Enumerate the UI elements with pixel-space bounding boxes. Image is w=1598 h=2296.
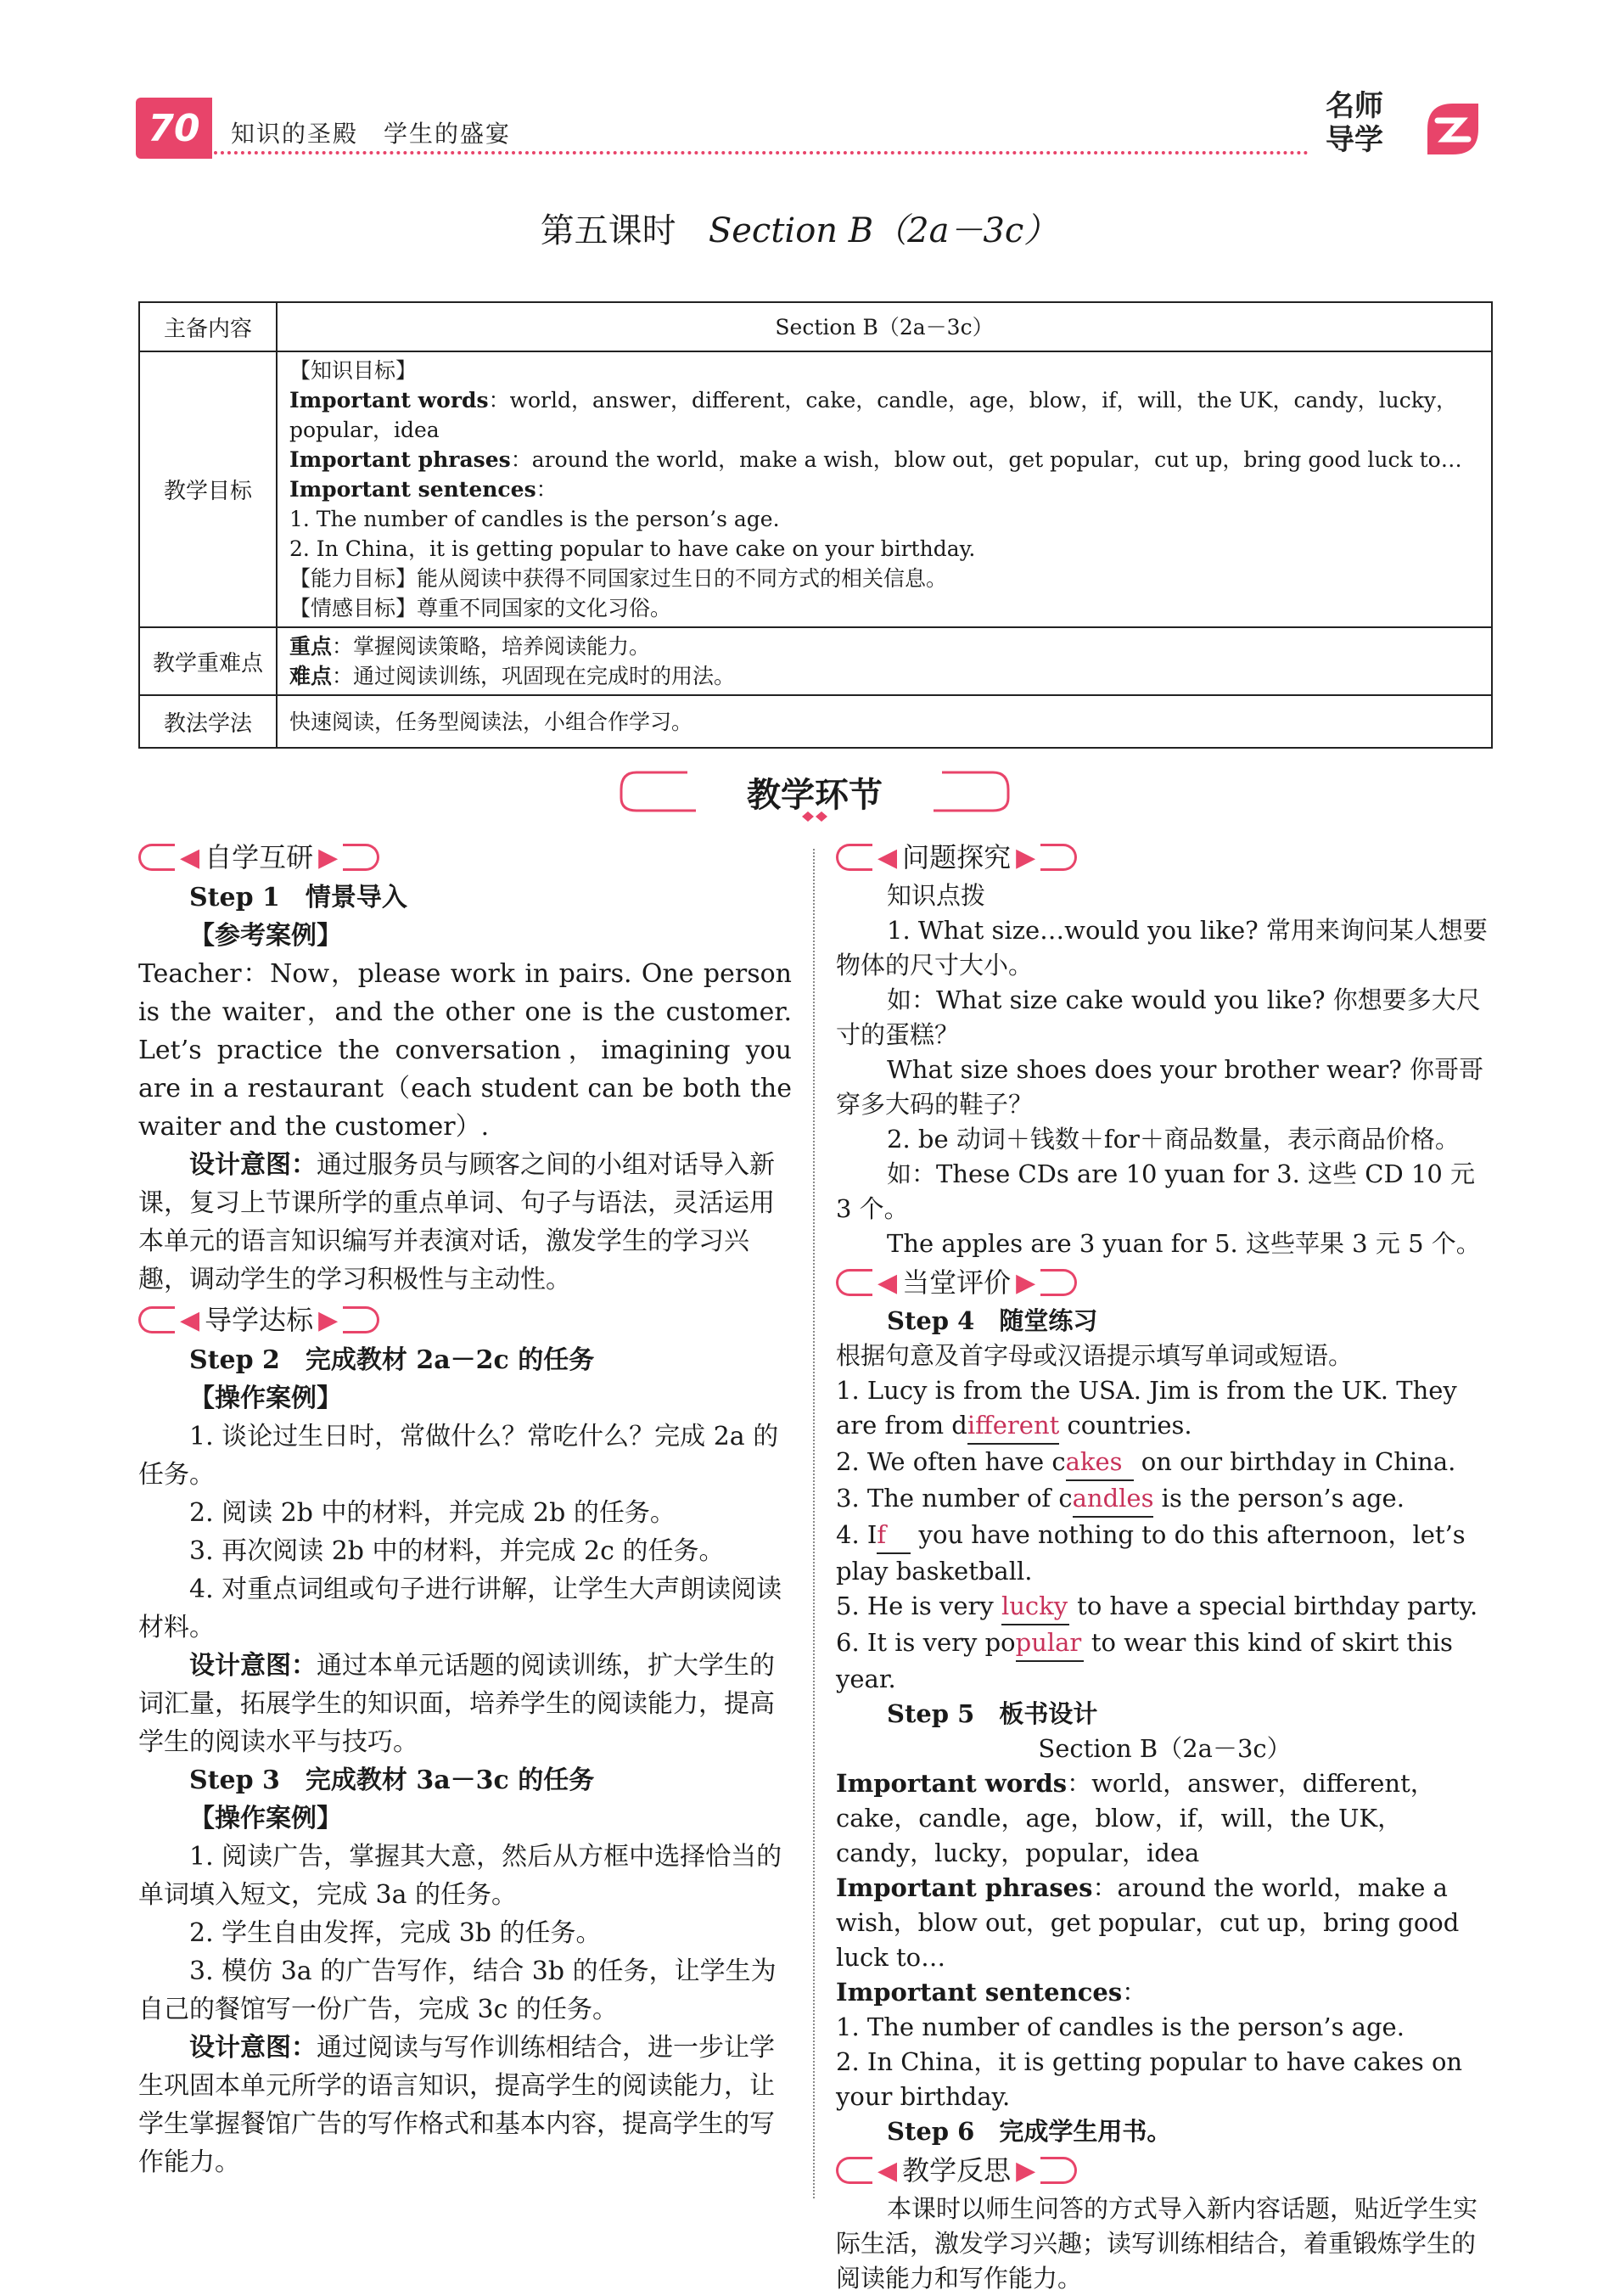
brand-logo-icon xyxy=(1419,95,1487,163)
exercise-item xyxy=(836,1445,1494,1481)
tag-curve-right xyxy=(1040,2157,1077,2184)
lesson-title-en: Section B（2a－3c） xyxy=(708,211,1058,250)
tag-curve-right xyxy=(343,844,379,871)
brand-text xyxy=(1326,89,1383,157)
tag-inquiry xyxy=(836,836,1494,879)
key-label: 重点 xyxy=(289,634,333,659)
answer-blank: andles xyxy=(1073,1481,1154,1518)
design-label: 设计意图： xyxy=(189,1651,317,1681)
design-label: 设计意图： xyxy=(189,2033,317,2063)
board-phrases-label: Important phrases xyxy=(836,1873,1093,1902)
difficult-point xyxy=(289,661,1479,691)
tag-evaluation xyxy=(836,1261,1494,1304)
exercise-text: 4. I xyxy=(836,1520,877,1549)
answer-blank: lucky xyxy=(1001,1589,1069,1625)
kp-example: 如：These CDs are 10 yuan for 3. 这些 CD 10 元 3 个。 xyxy=(836,1159,1476,1223)
answer-blank: pular xyxy=(1016,1625,1084,1662)
table-cell: 快速阅读，任务型阅读法，小组合作学习。 xyxy=(277,695,1492,748)
table-row xyxy=(139,351,1492,627)
arrow-right-icon: ▶ xyxy=(1016,842,1036,873)
ability-goal: 【能力目标】能从阅读中获得不同国家过生日的不同方式的相关信息。 xyxy=(289,566,948,591)
sentences-colon: ： xyxy=(535,477,558,502)
exercise-item xyxy=(836,1625,1494,1697)
brand-line-2: 导学 xyxy=(1326,123,1383,157)
knowledge-points-title: 知识点拨 xyxy=(887,881,986,910)
case-label: 【操作案例】 xyxy=(189,1384,342,1413)
board-sentences xyxy=(836,1975,1494,2010)
step-2-item: 2. 阅读 2b 中的材料，并完成 2b 的任务。 xyxy=(189,1498,676,1528)
teacher-text: Teacher：Now，please work in pairs. One person is the waiter，and the other one is the customer. Let’s practice the conversation，imagining you are in a restaurant（each student can be both the waiter and the customer）. xyxy=(138,959,792,1142)
tag-label: 教学反思 xyxy=(902,2153,1012,2187)
step-2-item: 1. 谈论过生日时，常做什么？常吃什么？完成 2a 的任务。 xyxy=(138,1422,779,1490)
arrow-left-icon: ◀ xyxy=(877,2155,898,2186)
exercise-text: 2. We often have c xyxy=(836,1447,1066,1476)
tag-curve-left xyxy=(836,1269,872,1296)
sentences-line xyxy=(289,474,1479,504)
key-points-cell xyxy=(277,627,1492,695)
tag-curve-left xyxy=(138,1306,175,1333)
exercise-text: 5. He is very xyxy=(836,1591,1001,1620)
step-1-title: Step 1 情景导入 xyxy=(189,883,407,912)
table-head: 教法学法 xyxy=(139,695,277,748)
board-sentence-2: 2. In China，it is getting popular to have cakes on your birthday. xyxy=(836,2047,1463,2111)
page-number: 70 xyxy=(136,98,212,159)
knowledge-point-2: 2. be 动词＋钱数＋for＋商品数量，表示商品价格。 xyxy=(887,1125,1460,1154)
knowledge-goal-tag: 【知识目标】 xyxy=(289,358,418,383)
exercise-text: on our birthday in China. xyxy=(1133,1447,1456,1476)
exercise-text: is the person’s age. xyxy=(1153,1484,1405,1513)
step-2-item: 4. 对重点词组或句子进行讲解，让学生大声朗读阅读材料。 xyxy=(138,1575,782,1642)
exercise-text: you have nothing to do this afternoon，let’s play basketball. xyxy=(836,1520,1466,1586)
arrow-left-icon: ◀ xyxy=(180,842,200,873)
tag-curve-right xyxy=(1040,1269,1077,1296)
tag-label: 导学达标 xyxy=(205,1303,314,1336)
answer-blank: f xyxy=(877,1518,911,1554)
tag-label: 当堂评价 xyxy=(902,1266,1012,1299)
table-head: 教学目标 xyxy=(139,351,277,627)
exercise-text: countries. xyxy=(1059,1411,1192,1440)
teaching-goals-cell xyxy=(277,351,1492,627)
design-intent-2 xyxy=(138,1647,792,1761)
exercise-item xyxy=(836,1373,1494,1445)
board-words-label: Important words xyxy=(836,1769,1068,1798)
case-label: 【操作案例】 xyxy=(189,1804,342,1833)
column-divider xyxy=(813,849,815,2198)
board-phrases xyxy=(836,1871,1494,1975)
case-label: 【参考案例】 xyxy=(189,921,342,951)
step-2-item: 3. 再次阅读 2b 中的材料，并完成 2c 的任务。 xyxy=(189,1536,725,1566)
arrow-left-icon: ◀ xyxy=(877,1267,898,1298)
answer-blank: ifferent xyxy=(967,1408,1059,1445)
exercise-item xyxy=(836,1589,1494,1625)
board-phrases-text: ：around the world，make a wish，blow out，get popular，cut up，bring good luck to… xyxy=(836,1873,1460,1972)
tag-curve-right xyxy=(343,1306,379,1333)
table-head: 主备内容 xyxy=(139,302,277,351)
tag-reflection xyxy=(836,2149,1494,2192)
table-row xyxy=(139,302,1492,351)
step-3-item: 1. 阅读广告，掌握其大意，然后从方框中选择恰当的单词填入短文，完成 3a 的任务。 xyxy=(138,1842,782,1910)
lesson-title-cn: 第五课时 xyxy=(540,211,676,250)
step-5-title: Step 5 板书设计 xyxy=(887,1699,1098,1728)
board-sentence-1: 1. The number of candles is the person’s age. xyxy=(836,2013,1405,2041)
arrow-right-icon: ▶ xyxy=(1016,1267,1036,1298)
step-4-title: Step 4 随堂练习 xyxy=(887,1306,1098,1335)
step-3-title: Step 3 完成教材 3a－3c 的任务 xyxy=(189,1766,595,1795)
section-banner-title: 教学环节 xyxy=(747,776,883,815)
tag-guided xyxy=(138,1299,792,1341)
key-text: ：掌握阅读策略，培养阅读能力。 xyxy=(332,634,651,659)
table-head: 教学重难点 xyxy=(139,627,277,695)
kp-example: The apples are 3 yuan for 5. 这些苹果 3 元 5 个。 xyxy=(887,1229,1481,1258)
words-line xyxy=(289,385,1479,445)
lesson-title xyxy=(0,204,1598,252)
design-label: 设计意图： xyxy=(189,1150,317,1180)
words-text: ：world，answer，different，cake，candle，age，blow，if，will，the UK，candy，lucky，popular，idea xyxy=(289,388,1457,442)
step-2-title: Step 2 完成教材 2a－2c 的任务 xyxy=(189,1345,595,1375)
tag-curve-right xyxy=(1040,844,1077,871)
design-text: 通过阅读与写作训练相结合，进一步让学生巩固本单元所学的语言知识，提高学生的阅读能力，让学生掌握餐馆广告的写作格式和基本内容，提高学生的写作能力。 xyxy=(138,2033,775,2177)
exercise-item xyxy=(836,1518,1494,1589)
tag-label: 问题探究 xyxy=(902,840,1012,873)
lesson-plan-table xyxy=(138,301,1493,749)
exercise-text: 1. Lucy is from the USA. Jim is from the UK. They are from d xyxy=(836,1376,1457,1440)
sentence-2: 2. In China，it is getting popular to have cake on your birthday. xyxy=(289,536,976,561)
words-label: Important words xyxy=(289,388,489,413)
table-row xyxy=(139,695,1492,748)
exercise-item xyxy=(836,1481,1494,1518)
step-3-item: 3. 模仿 3a 的广告写作，结合 3b 的任务，让学生为自己的餐馆写一份广告，完成 3c 的任务。 xyxy=(138,1956,777,2024)
arrow-right-icon: ▶ xyxy=(1016,2155,1036,2186)
tag-curve-left xyxy=(138,844,175,871)
arrow-left-icon: ◀ xyxy=(180,1305,200,1335)
table-cell: Section B（2a－3c） xyxy=(277,302,1492,351)
exercise-text: to have a special birthday party. xyxy=(1068,1591,1478,1620)
tag-label: 自学互研 xyxy=(205,840,314,873)
sentence-1: 1. The number of candles is the person’s age. xyxy=(289,507,780,531)
header-tagline: 知识的圣殿 学生的盛宴 xyxy=(231,120,512,148)
board-sent-label: Important sentences xyxy=(836,1978,1123,2007)
right-column xyxy=(836,836,1494,2296)
header-divider xyxy=(214,151,1309,154)
design-intent-3 xyxy=(138,2029,792,2181)
arrow-right-icon: ▶ xyxy=(318,842,339,873)
arrow-right-icon: ▶ xyxy=(318,1305,339,1335)
tag-curve-left xyxy=(836,844,872,871)
key-point xyxy=(289,632,1479,661)
step-3-item: 2. 学生自由发挥，完成 3b 的任务。 xyxy=(189,1918,602,1948)
tag-curve-left xyxy=(836,2157,872,2184)
arrow-left-icon: ◀ xyxy=(877,842,898,873)
knowledge-point-1: 1. What size…would you like? 常用来询问某人想要物体的尺寸大小。 xyxy=(836,916,1488,980)
design-text: 通过服务员与顾客之间的小组对话导入新课，复习上节课所学的重点单词、句子与语法，灵活运用本单元的语言知识编写并表演对话，激发学生的学习兴趣，调动学生的学习积极性与主动性。 xyxy=(138,1150,775,1294)
table-row xyxy=(139,627,1492,695)
exercise-text: to wear this kind of skirt this year. xyxy=(836,1628,1453,1693)
diff-text: ：通过阅读训练，巩固现在完成时的用法。 xyxy=(332,664,736,688)
step-6-title: Step 6 完成学生用书。 xyxy=(887,2117,1172,2146)
board-words xyxy=(836,1766,1494,1871)
board-words-text: ：world，answer，different，cake，candle，age，blow，if，will，the UK，candy，lucky，popular，idea xyxy=(836,1769,1435,1867)
design-text: 通过本单元话题的阅读训练，扩大学生的词汇量，拓展学生的知识面，培养学生的阅读能力，提高学生的阅读水平与技巧。 xyxy=(138,1651,775,1757)
tag-self-study xyxy=(138,836,792,879)
answer-blank: akes xyxy=(1066,1445,1134,1481)
brand-line-1: 名师 xyxy=(1326,89,1383,123)
board-sent-colon: ： xyxy=(1122,1978,1147,2007)
phrases-line xyxy=(289,445,1479,474)
kp-example: What size shoes does your brother wear? 你哥哥穿多大码的鞋子？ xyxy=(836,1055,1483,1119)
board-title: Section B（2a－3c） xyxy=(1038,1734,1292,1763)
phrases-text: ：around the world，make a wish，blow out，get popular，cut up，bring good luck to… xyxy=(510,447,1462,472)
phrases-label: Important phrases xyxy=(289,447,511,472)
exercise-text: 3. The number of c xyxy=(836,1484,1073,1513)
kp-example: 如：What size cake would you like? 你想要多大尺寸的蛋糕？ xyxy=(836,985,1481,1049)
diff-label: 难点 xyxy=(289,664,333,688)
exercise-instructions: 根据句意及首字母或汉语提示填写单词或短语。 xyxy=(836,1341,1354,1370)
reflection-text: 本课时以师生问答的方式导入新内容话题，贴近学生实际生活，激发学习兴趣；读写训练相结合，着重锻炼学生的阅读能力和写作能力。 xyxy=(836,2194,1478,2293)
exercise-text: 6. It is very po xyxy=(836,1628,1016,1657)
emotion-goal: 【情感目标】尊重不同国家的文化习俗。 xyxy=(289,596,672,620)
design-intent-1 xyxy=(138,1146,792,1299)
sentences-label: Important sentences xyxy=(289,477,536,502)
left-column xyxy=(138,836,792,2181)
